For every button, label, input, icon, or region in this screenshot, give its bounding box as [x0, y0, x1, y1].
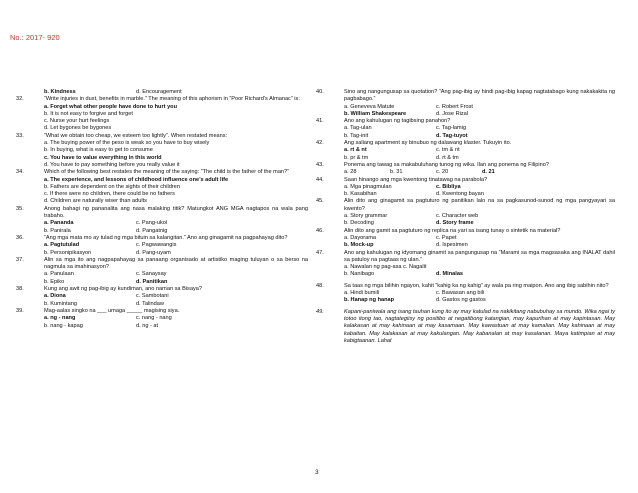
option-text: c. tm & nt: [436, 147, 460, 154]
question-number: 36.: [16, 234, 24, 241]
question-40: [316, 89, 615, 104]
question-number: 47.: [316, 249, 324, 256]
answer-option-pair: [30, 250, 308, 257]
question-48: [316, 282, 615, 290]
option-text: b. William Shakespeare: [344, 110, 407, 117]
question-number: 43.: [316, 161, 324, 168]
answer-option: [330, 264, 615, 271]
answer-option: [30, 162, 308, 169]
answer-option-pair: [30, 279, 308, 286]
option-text: b. In buying, what is easy to get to consume: [44, 147, 153, 154]
question-text: Sino ang nangungusap sa quotation? “Ang pag-ibig ay hindi pag-ibig kapag nagtatabago kung nakakakita ng pagbabago.”: [344, 89, 615, 103]
answer-option: [30, 118, 308, 125]
answer-option-pair: [30, 228, 308, 235]
left-column: [16, 89, 308, 330]
option-text: b. Panirala: [44, 227, 71, 234]
option-text: a. Geneveva Matute: [344, 103, 395, 110]
answer-option: [30, 147, 308, 154]
question-text: “Ang mga mata mo ay tulad ng mga bituin sa kalangitan.” Ano ang ginagamit na pagpahayag dito?: [44, 234, 288, 241]
question-text: Ano ang kahulugan ng idyomang ginamit sa pangungusap na “Marami sa mga magsasaka ang INALAT dahil sa patuloy na pagtaas ng ulan.”: [344, 249, 615, 263]
question-text: “Write injuries in dust, benefits in marble.” The meaning of this aphorism in “Poor Richard’s Almanac” is:: [44, 96, 300, 103]
option-text: a. Forget what other people have done to hurt you: [44, 103, 178, 110]
answer-option-pair: [330, 242, 615, 249]
option-text: b. It is not easy to forgive and forget: [44, 110, 133, 117]
option-text: a. Pananda: [44, 220, 74, 227]
question-text: Which of the following best restates the meaning of the saying: “The child is the father of the man?”: [44, 169, 290, 176]
question-47: [316, 249, 615, 265]
answer-option-pair: [330, 155, 615, 162]
option-text: d. Tag-tuyot: [436, 132, 468, 139]
option-text: d. Talindaw: [136, 300, 164, 307]
question-number: 45.: [316, 198, 324, 205]
option-text: a. Dayorama: [344, 234, 377, 241]
option-text: b. Mock-up: [344, 242, 374, 249]
option-text: d. Let bygones be bygones: [44, 125, 112, 132]
question-text: Anong bahagi ng pananalita ang nasa malaking titik? Matungkot ANG MGA nagtapos na wala pang trabaho.: [44, 205, 308, 220]
right-column: [316, 89, 615, 345]
option-text: d. Kwentong bayan: [436, 191, 484, 198]
question-37: [16, 256, 308, 272]
answer-option-pair: [30, 89, 308, 96]
option-text: c. nang - nang: [136, 315, 172, 322]
question-41: [316, 118, 615, 125]
option-text: d. Encouragement: [136, 89, 182, 95]
answer-option: [30, 177, 308, 184]
question-text: Saan hinango ang mga kwentong tinatawag na parabola?: [344, 176, 488, 183]
answer-option-pair: [330, 111, 615, 118]
question-46: [316, 227, 615, 235]
option-text: d. You have to pay something before you really value it: [44, 161, 180, 168]
option-text: a. ng - nang: [44, 315, 76, 322]
option-text: a. Diona: [44, 293, 66, 300]
question-text: Ano ang kahulugan ng tagibsing panahon?: [344, 118, 451, 125]
answer-option-pair: [330, 104, 615, 111]
option-text: a. The experience, and lessons of childhood influence one’s adult life: [44, 176, 229, 183]
option-text: b. Kindness: [44, 89, 76, 95]
option-text: a. The buying power of the peso is weak so you have to buy wisely: [44, 140, 210, 147]
option-text: d. 21: [482, 169, 495, 176]
answer-option: [30, 104, 308, 111]
option-text: d. Panitikan: [136, 278, 168, 285]
question-number: 48.: [316, 282, 324, 289]
option-text: c. Papet: [436, 234, 457, 241]
option-text: c. Bibliya: [436, 183, 461, 190]
question-39: [16, 307, 308, 315]
option-text: b. Kasabihan: [344, 191, 377, 198]
option-text: c. Nurse your hurt feelings: [44, 118, 110, 125]
option-text: d. Pang-uyam: [136, 249, 171, 256]
option-text: b. Kumintang: [44, 300, 77, 307]
answer-option-pair: [330, 133, 615, 140]
answer-option-pair: [30, 242, 308, 249]
option-text: c. If there were no children, there could be no fathers: [44, 191, 175, 198]
question-text: Ang saliang apartment ay binubuo ng dalawang klaster. Tukuyin ito.: [344, 140, 512, 147]
option-text: a. Panulaan: [44, 271, 74, 278]
option-text: b. Decoding: [344, 220, 374, 227]
answer-option-pair: [330, 271, 615, 278]
answer-option-pair: [330, 184, 615, 191]
answer-option: [30, 140, 308, 147]
question-38: [16, 286, 308, 293]
question-number: 42.: [316, 140, 324, 147]
question-49: [316, 308, 615, 345]
question-number: 41.: [316, 118, 324, 125]
option-text: c. Pang-ukol: [136, 220, 168, 227]
question-text: Alin dito ang gamit sa pagtuturo ng replica na yari sa isang tunay o sintetik na material?: [344, 227, 561, 234]
answer-option-pair: [330, 125, 615, 132]
question-text: Sa taas ng mga bilihin ngayon, kahit “kahig ka ng kahig” ay wala pa ring maipon. Ano ang ibig sabihin nito?: [344, 282, 609, 289]
answer-option-pair: [330, 147, 615, 154]
answer-option: [30, 155, 308, 162]
option-text: b. 31: [390, 169, 403, 176]
option-text: b. Hanap ng hanap: [344, 297, 395, 304]
option-text: d. rt & tm: [436, 154, 459, 161]
answer-option-pair: [330, 191, 615, 198]
answer-option-pair: [330, 235, 615, 242]
option-text: d. Ispesimen: [436, 242, 468, 249]
answer-option-pair: [330, 213, 615, 220]
document-number: No.: 2017- 920: [10, 33, 60, 42]
option-text: a. Tag-ulan: [344, 125, 372, 132]
question-text: Mag-aalas singko na ___ umaga _____ magising siya.: [44, 307, 180, 314]
question-34: [16, 169, 308, 176]
page-number: 3: [315, 469, 319, 476]
answer-option: [30, 111, 308, 118]
question-text: Alin sa mga ito ang nagpapahayag sa panaang organisado at artistiko maging tuluyan o sa berso na nagmula sa imahinasyon?: [44, 256, 308, 271]
answer-option: [30, 125, 308, 132]
option-text: b. Tag-init: [344, 132, 369, 139]
option-text: a. Story grammar: [344, 213, 388, 220]
option-text: b. Fathers are dependent on the sights of their children: [44, 183, 180, 190]
option-text: d. Pangatnig: [136, 227, 168, 234]
option-text: a. Nawalan ng pag-asa c. Nagalit: [344, 264, 427, 271]
option-text: c. Sanaysay: [136, 271, 167, 278]
option-text: d. ng - at: [136, 322, 159, 329]
answer-option-pair: [330, 297, 615, 304]
answer-option-row: [330, 169, 615, 176]
question-32: [16, 96, 308, 103]
answer-option-pair: [30, 315, 308, 322]
question-number: 49.: [316, 308, 324, 315]
question-42: [316, 140, 615, 147]
question-number: 44.: [316, 176, 324, 183]
option-text: b. pr & tm: [344, 154, 369, 161]
answer-option: [30, 184, 308, 191]
question-text: Alin dito ang ginagamit sa pagtuturo ng panitikan lalo na sa pagkasunod-sunod ng mga pangyayari sa kwento?: [344, 198, 615, 212]
question-number: 46.: [316, 227, 324, 234]
question-36: [16, 234, 308, 242]
option-text: a. Mga pinagmulan: [344, 183, 392, 190]
option-text: d. Story frame: [436, 220, 474, 227]
question-number: 38.: [16, 286, 24, 293]
option-text: c. Pagwawangis: [136, 242, 177, 249]
option-text: c. Robert Frost: [436, 103, 473, 110]
question-number: 39.: [16, 307, 24, 314]
answer-option-pair: [30, 293, 308, 300]
answer-option: [30, 198, 308, 205]
question-number: 37.: [16, 256, 24, 263]
option-text: d. Gastos ng gastos: [436, 297, 486, 304]
option-text: b. Epiko: [44, 278, 65, 285]
question-text: Ponema ang tawag sa makabuluhang tunog ng wika. Ilan ang ponema ng Filipino?: [344, 161, 549, 168]
question-text: Kung ang awit ng pag-ibig ay kundiman, ano naman sa Bisaya?: [44, 286, 202, 293]
option-text: a. Hindi bumili: [344, 290, 380, 297]
option-text: c. 20: [436, 169, 449, 176]
option-text: c. Sambotani: [136, 293, 169, 300]
answer-option-pair: [30, 301, 308, 308]
question-44: [316, 176, 615, 184]
answer-option: [30, 191, 308, 198]
answer-option-pair: [30, 323, 308, 330]
question-35: [16, 205, 308, 221]
option-text: c. Character web: [436, 213, 479, 220]
question-33: [16, 132, 308, 140]
answer-option-pair: [30, 271, 308, 278]
answer-option-pair: [330, 220, 615, 227]
question-text: “What we obtain too cheap, we esteem too lightly”. When restated means:: [44, 132, 228, 139]
question-number: 32.: [16, 96, 24, 103]
option-text: d. Minalas: [436, 271, 464, 278]
option-text: b. Personipikasyon: [44, 249, 92, 256]
question-number: 34.: [16, 169, 24, 176]
option-text: c. Bawasan ang bili: [436, 290, 485, 297]
option-text: c. You have to value everything in this world: [44, 154, 162, 161]
question-text: Kapani-paniwala ang isang tauhan kung ito ay may katulad na nakikitang nabubuhay sa mundo. Wika ngai ty totoo itong tao, nagtategiisy ng positibo at negatibong katangian, may kapurihan at may kapintasan. May kalakasan at may kahinaan at may kasamaan. May kawastuan at may kamalian. May kahinaan at may kabaitan. May kalakasan at may kakulangan. May kabanalan at may kasalanan. Maya katimpian at may kabigtaanan. Lahat: [344, 308, 615, 344]
question-43: [316, 161, 615, 169]
option-text: d. Children are naturally wiser than adults: [44, 198, 147, 205]
option-text: c. Tag-lamig: [436, 125, 467, 132]
answer-option-pair: [30, 220, 308, 227]
question-number: 33.: [16, 132, 24, 139]
option-text: a. Pagtutulad: [44, 242, 80, 249]
answer-option-pair: [330, 290, 615, 297]
option-text: d. Jose Rizal: [436, 110, 469, 117]
option-text: a. rt & nt: [344, 147, 367, 154]
question-number: 40.: [316, 89, 324, 95]
option-text: b. Nanibago: [344, 271, 375, 278]
question-45: [316, 198, 615, 213]
option-text: b. nang - kapag: [44, 322, 83, 329]
option-text: a. 28: [344, 169, 357, 176]
question-number: 35.: [16, 205, 24, 212]
